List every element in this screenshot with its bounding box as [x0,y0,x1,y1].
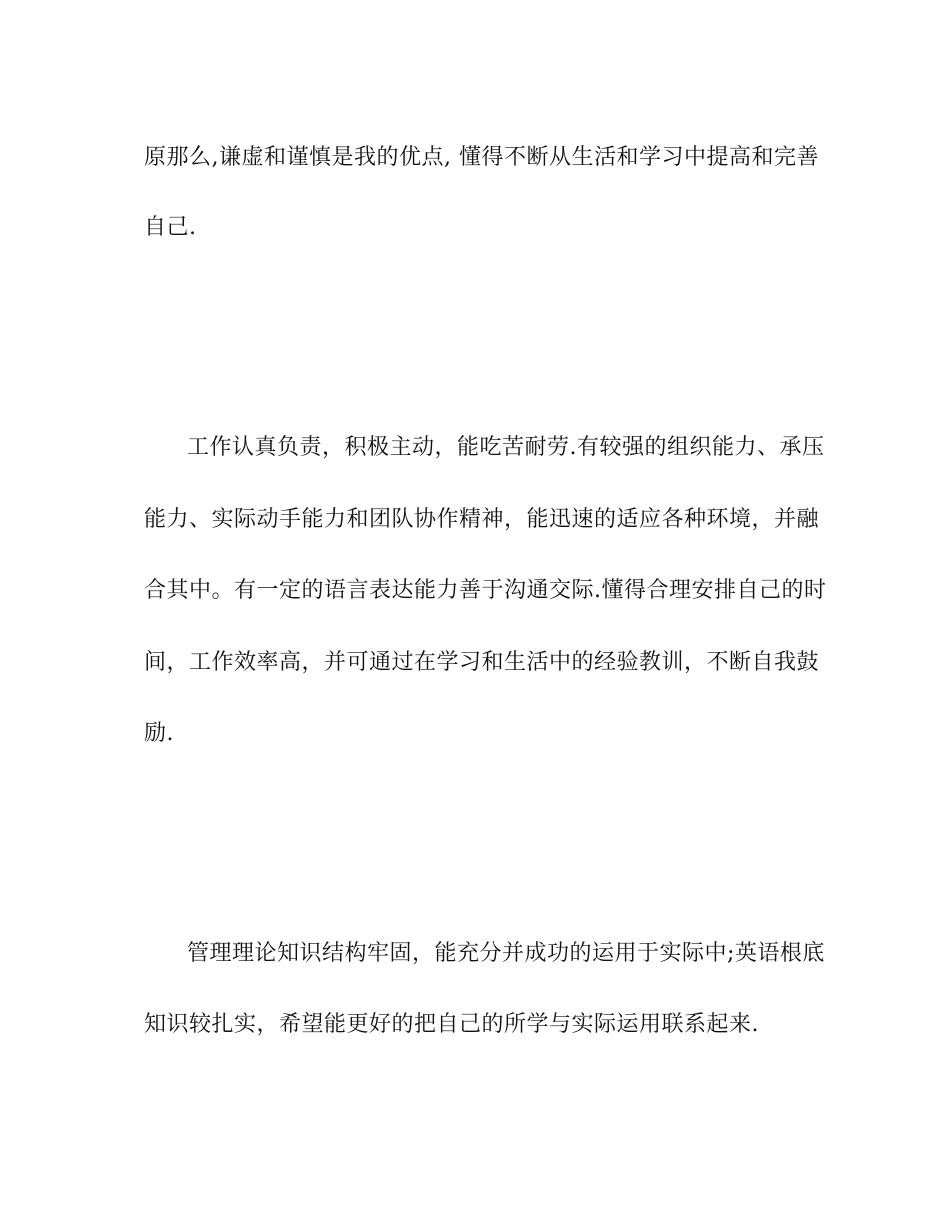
paragraph-line: 自己. [144,215,197,240]
paragraph-line: 知识较扎实，希望能更好的把自己的所学与实际运用联系起来. [144,1012,759,1037]
paragraph-line: 合其中。有一定的语言表达能力善于沟通交际.懂得合理安排自己的时 [144,578,827,603]
paragraph-line: 励. [144,721,174,746]
paragraph-line: 原那么,谦虚和谨慎是我的优点, 懂得不断从生活和学习中提高和完善 [144,145,819,170]
paragraph-line: 间，工作效率高，并可通过在学习和生活中的经验教训，不断自我鼓 [144,650,820,675]
paragraph-line: 能力、实际动手能力和团队协作精神，能迅速的适应各种环境，并融 [144,507,820,532]
paragraph-line: 管理理论知识结构牢固，能充分并成功的运用于实际中;英语根底 [187,941,825,966]
paragraph-line: 工作认真负责，积极主动，能吃苦耐劳.有较强的组织能力、承压 [187,435,825,460]
